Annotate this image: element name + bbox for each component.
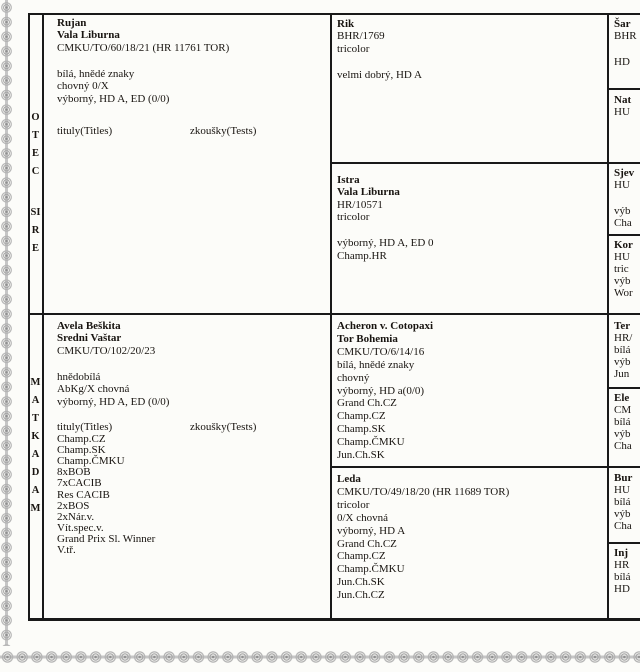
text-line: CM xyxy=(614,404,632,417)
great-grandparent-cell-2 xyxy=(614,94,640,118)
text-line: CMKU/TO/49/18/20 (HR 11689 TOR) xyxy=(337,485,510,498)
text-line: CMKU/TO/102/20/23 xyxy=(57,344,156,357)
text-line: Champ.ČMKU xyxy=(337,436,405,449)
grid-line-generation-2 xyxy=(330,13,332,620)
decorative-border-bottom xyxy=(0,648,640,667)
text-line: 0/X chovná xyxy=(337,511,389,524)
text-line: Champ.CZ xyxy=(57,432,106,445)
text-line: Champ.SK xyxy=(57,444,106,456)
text-line: bílá, hnědé znaky xyxy=(337,358,415,371)
text-line: Jun.Ch.SK xyxy=(337,576,385,589)
dam-parent-cell xyxy=(57,320,327,557)
great-grandparent-cell-8 xyxy=(614,547,640,595)
text-line: Champ.ČMKU xyxy=(57,455,125,468)
great-grandparent-cell-3 xyxy=(614,167,640,229)
text-line: Šar xyxy=(614,18,631,30)
text-line: HD xyxy=(614,55,630,68)
text-line: 8xBOB xyxy=(57,466,91,479)
text-line: Ter xyxy=(614,320,631,332)
dam-row-label-matka: MATKA xyxy=(30,377,41,460)
sire-grandsire-cell xyxy=(337,18,602,81)
text-line: bílá xyxy=(614,496,631,509)
text-line: Rujan xyxy=(57,17,87,29)
text-line: výborný, HD A, ED 0 xyxy=(337,237,434,250)
text-line: Bur xyxy=(614,472,633,484)
titles-tests-labels xyxy=(57,421,327,433)
great-grandparent-cell-6 xyxy=(614,392,640,452)
text-line: Istra xyxy=(337,174,360,186)
text-line: Wor xyxy=(614,287,633,300)
titles-tests-labels xyxy=(57,125,327,137)
titles-label: tituly(Titles) xyxy=(57,421,113,434)
text-line: bílá xyxy=(614,344,631,357)
text-line: Jun.Ch.SK xyxy=(337,449,385,462)
text-line: Kor xyxy=(614,239,633,251)
text-line: bílá xyxy=(614,416,631,429)
text-line: Grand Prix Sl. Winner xyxy=(57,533,156,546)
text-line: Avela Beškita xyxy=(57,320,121,332)
text-line: Acheron v. Cotopaxi xyxy=(337,320,434,332)
tests-label: zkoušky(Tests) xyxy=(190,125,257,138)
text-line: Grand Ch.CZ xyxy=(337,397,397,410)
sire-granddam-cell xyxy=(337,174,602,262)
dam-row-label-dam: DAM xyxy=(30,467,41,514)
text-line: hnědobílá xyxy=(57,370,101,383)
decorative-border-left xyxy=(0,0,13,646)
text-line: výborný, HD A, ED (0/0) xyxy=(57,92,170,105)
text-line: Tor Bohemia xyxy=(337,332,398,345)
grid-line-gg-3 xyxy=(607,387,640,389)
great-grandparent-cell-4 xyxy=(614,239,640,299)
text-line: Champ.CZ xyxy=(337,410,386,423)
sire-row-label-sire: SIRE xyxy=(30,207,41,254)
text-line: výb xyxy=(614,356,631,369)
grid-line-top xyxy=(28,13,640,15)
text-line: výborný, HD A, ED (0/0) xyxy=(57,395,170,408)
text-line: výb xyxy=(614,275,631,288)
text-line: Cha xyxy=(614,520,632,533)
text-line: tricolor xyxy=(337,42,370,55)
text-line: CMKU/TO/60/18/21 (HR 11761 TOR) xyxy=(57,41,230,54)
text-line: HU xyxy=(614,251,630,264)
dam-granddam-cell xyxy=(337,473,602,602)
text-line: Res CACIB xyxy=(57,488,110,501)
text-line: Sjev xyxy=(614,167,635,179)
text-line: Vít.spec.v. xyxy=(57,522,104,535)
sire-row-label-otec: OTEC xyxy=(31,112,40,177)
text-line: Jun xyxy=(614,368,630,381)
text-line: BHR/1769 xyxy=(337,30,385,43)
dam-grandsire-cell xyxy=(337,320,602,462)
great-grandparent-cell-1 xyxy=(614,18,640,68)
text-line: Inj xyxy=(614,547,629,559)
text-line: Champ.SK xyxy=(337,423,386,436)
text-line: výborný, HD A xyxy=(337,524,406,537)
titles-label: tituly(Titles) xyxy=(57,125,113,138)
text-line: výb xyxy=(614,204,631,217)
text-line: Jun.Ch.CZ xyxy=(337,589,385,602)
text-line: výb xyxy=(614,428,631,441)
grid-line-generation-3 xyxy=(607,13,609,620)
grid-line-grandsire-granddam-sire xyxy=(330,162,640,164)
text-line: 2xBOS xyxy=(57,499,90,512)
text-line: výb xyxy=(614,508,631,521)
text-line: Sredni Vaštar xyxy=(57,332,122,345)
tests-label: zkoušky(Tests) xyxy=(190,421,257,434)
text-line: Cha xyxy=(614,440,632,453)
text-line: 2xNár.v. xyxy=(57,510,95,523)
text-line: Cha xyxy=(614,216,632,229)
grid-line-bottom xyxy=(28,618,640,621)
text-line: HR/10571 xyxy=(337,198,383,211)
text-line: HU xyxy=(614,179,630,192)
text-line: Champ.HR xyxy=(337,249,387,262)
text-line: HR xyxy=(614,559,630,572)
text-line: 7xCACIB xyxy=(57,477,102,490)
text-line: Ele xyxy=(614,392,630,404)
grid-line-outer-left xyxy=(28,13,30,620)
text-line: tricolor xyxy=(337,211,370,224)
grid-line-label-column xyxy=(42,13,44,620)
text-line: Leda xyxy=(337,473,361,485)
text-line: tricolor xyxy=(337,498,370,511)
text-line: AbKg/X chovná xyxy=(57,383,130,396)
great-grandparent-cell-7 xyxy=(614,472,640,532)
text-line: chovný 0/X xyxy=(57,80,109,93)
text-line: bílá xyxy=(614,571,631,584)
great-grandparent-cell-5 xyxy=(614,320,640,380)
grid-line-gg-2 xyxy=(607,234,640,236)
text-line: výborný, HD a(0/0) xyxy=(337,384,425,397)
text-line: velmi dobrý, HD A xyxy=(337,68,422,81)
grid-line-gg-1 xyxy=(607,88,640,90)
text-line: Nat xyxy=(614,94,632,106)
text-line: V.tř. xyxy=(57,544,76,557)
text-line: HD xyxy=(614,583,630,596)
text-line: Grand Ch.CZ xyxy=(337,537,397,550)
text-line: tric xyxy=(614,263,629,276)
text-line: Champ.ČMKU xyxy=(337,563,405,576)
text-line: HR/ xyxy=(614,332,633,345)
text-line: chovný xyxy=(337,371,370,384)
grid-line-sire-dam-divider xyxy=(28,313,640,315)
text-line: Rik xyxy=(337,18,355,30)
text-line: CMKU/TO/6/14/16 xyxy=(337,345,425,358)
text-line: Vala Liburna xyxy=(337,186,400,199)
sire-parent-cell xyxy=(57,17,327,138)
grid-line-gg-4 xyxy=(607,542,640,544)
text-line: BHR xyxy=(614,30,637,43)
text-line: bílá, hnědé znaky xyxy=(57,67,135,80)
text-line: HU xyxy=(614,484,630,497)
text-line: Champ.CZ xyxy=(337,550,386,563)
text-line: HU xyxy=(614,106,630,119)
grid-line-grandsire-granddam-dam xyxy=(330,466,640,468)
text-line: Vala Liburna xyxy=(57,29,120,42)
